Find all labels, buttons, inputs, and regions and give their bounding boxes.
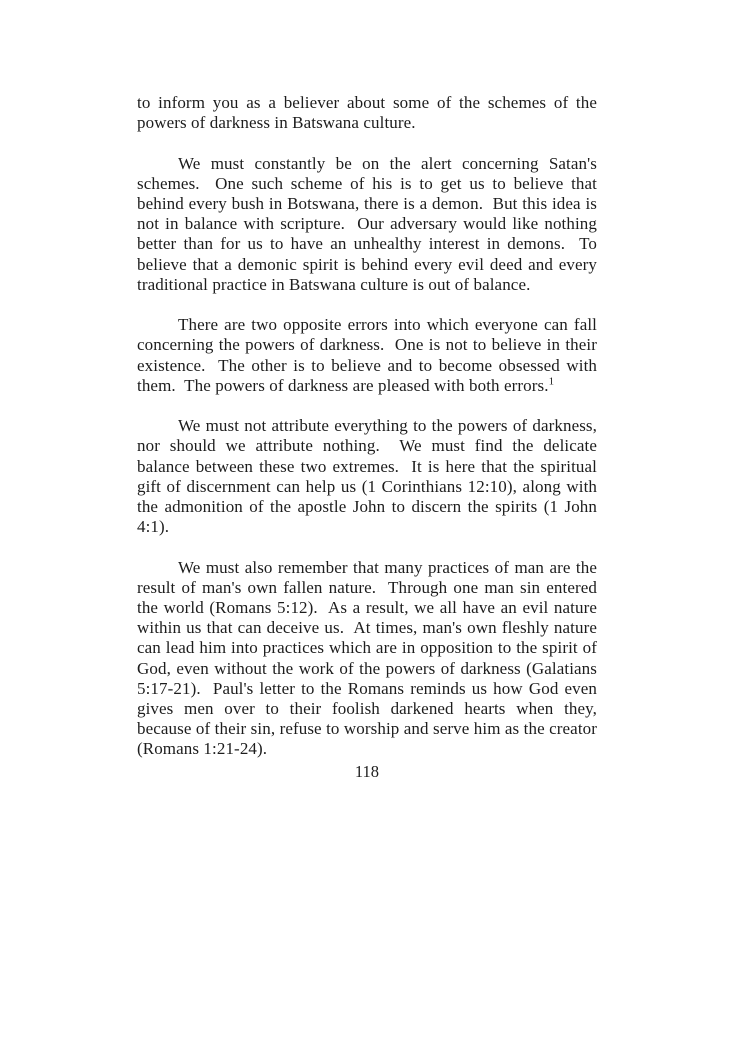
- page-number: 118: [354, 761, 380, 781]
- paragraph-text: We must constantly be on the alert concerning Satan's schemes. One such scheme of his is to get us to believe that behind every bush in Botswana, there is a demon. But this idea is not in balance with scripture. Our adversary would like nothing better than for us to have an unhealthy interest in demons. To believe that a demonic spirit is behind every evil deed and every traditional practice in Batswana culture is out of balance.: [137, 153, 602, 294]
- paragraph-text: We must also remember that many practices of man are the result of man's own fallen nature. Through one man sin entered the world (Romans 5:12). As a result, we all have an evil nature within us that can deceive us. At times, man's own fleshly nature can lead him into practices which are in opposition to the spirit of God, even without the work of the powers of darkness (Galatians 5:17-21). Paul's letter to the Romans reminds us how God even gives men over to their foolish darkened hearts when they, because of their sin, refuse to worship and serve him as the creator (Romans 1:21-24).: [137, 557, 602, 759]
- paragraph: [137, 557, 602, 760]
- paragraph-text: We must not attribute everything to the powers of darkness, nor should we attribute nothing. We must find the delicate balance between these two extremes. It is here that the spiritual gift of discernment can help us (1 Corinthians 12:10), along with the admonition of the apostle John to discern the spirits (1 John 4:1).: [137, 416, 602, 537]
- paragraph: [137, 416, 602, 537]
- paragraph-text: There are two opposite errors into which everyone can fall concerning the powers of darkness. One is not to believe in their existence. The other is to believe and to become obsessed with them. The powers of darkness are pleased with both errors.: [137, 315, 602, 395]
- paragraph: [137, 315, 602, 396]
- footnote-reference: 1: [548, 375, 555, 388]
- text-column: [137, 93, 602, 782]
- paragraph: [137, 153, 602, 295]
- paragraph: [137, 93, 602, 133]
- paragraph-text: to inform you as a believer about some of the schemes of the powers of darkness in Batswana culture.: [137, 93, 602, 133]
